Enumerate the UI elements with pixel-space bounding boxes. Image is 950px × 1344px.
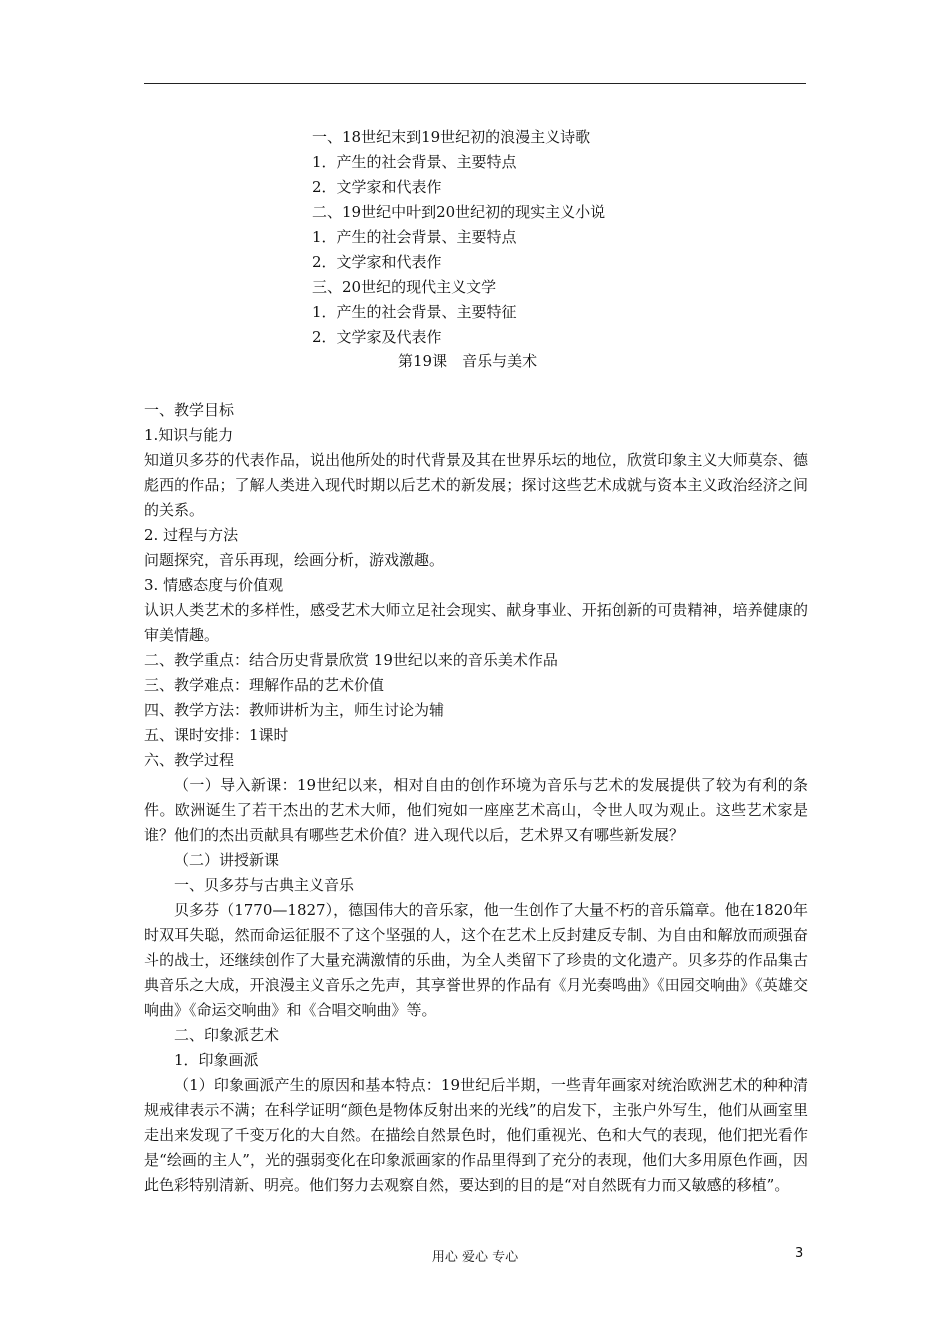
paragraph: 问题探究，音乐再现，绘画分析，游戏激趣。 bbox=[144, 551, 445, 569]
sub-heading: 2. 过程与方法 bbox=[144, 526, 239, 544]
section-heading: 四、教学方法：教师讲析为主，师生讨论为辅 bbox=[144, 701, 445, 719]
section-heading: 三、教学难点：理解作品的艺术价值 bbox=[144, 676, 385, 694]
paragraph: （1）印象画派产生的原因和基本特点：19世纪后半期，一些青年画家对统治欧洲艺术的种种清规戒律表示不满；在科学证明“颜色是物体反射出来的光线”的启发下，主张户外写生，他们从画室里走出来发现了千变万化的大自然。在描绘自然景色时，他们重视光、色和大气的表现，他们把光看作是“绘画的主人”，光的强弱变化在印象派画家的作品里得到了充分的表现，他们大多用原色作画，因此色彩特别清新、明亮。他们努力去观察自然，要达到的目的是“对自然既有力而又敏感的移植”。 bbox=[144, 1076, 808, 1194]
paragraph: 贝多芬（1770—1827），德国伟大的音乐家，他一生创作了大量不朽的音乐篇章。他在1820年时双耳失聪，然而命运征服不了这个坚强的人，这个在艺术上反封建反专制、为自由和解放而顽强奋斗的战士，还继续创作了大量充满激情的乐曲，为全人类留下了珍贵的文化遗产。贝多芬的作品集古典音乐之大成，开浪漫主义音乐之先声，其享誉世界的作品有《月光奏鸣曲》《田园交响曲》《英雄交响曲》《命运交响曲》和《合唱交响曲》等。 bbox=[144, 901, 808, 1019]
outline-line: 1．产生的社会背景、主要特征 bbox=[312, 303, 517, 321]
sub-heading: 1.知识与能力 bbox=[144, 426, 234, 444]
chapter-outline bbox=[312, 125, 732, 350]
outline-line: 二、19世纪中叶到20世纪初的现实主义小说 bbox=[312, 203, 606, 221]
outline-line: 2．文学家和代表作 bbox=[312, 178, 442, 196]
outline-line: 2．文学家及代表作 bbox=[312, 328, 442, 346]
page-number: 3 bbox=[795, 1246, 804, 1261]
sub-heading: （二）讲授新课 bbox=[174, 851, 280, 869]
outline-line: 2．文学家和代表作 bbox=[312, 253, 442, 271]
sub-heading: 3. 情感态度与价值观 bbox=[144, 576, 284, 594]
page-footer: 用心 爱心 专心 bbox=[431, 1250, 519, 1265]
lesson-title: 第19课 音乐与美术 bbox=[398, 352, 538, 370]
outline-line: 一、18世纪末到19世纪初的浪漫主义诗歌 bbox=[312, 128, 591, 146]
sub-heading: 二、印象派艺术 bbox=[174, 1026, 280, 1044]
section-heading: 五、课时安排：1课时 bbox=[144, 726, 289, 744]
sub-heading: 一、贝多芬与古典主义音乐 bbox=[174, 876, 355, 894]
paragraph: （一）导入新课：19世纪以来，相对自由的创作环境为音乐与艺术的发展提供了较为有利的条件。欧洲诞生了若干杰出的艺术大师，他们宛如一座座艺术高山，令世人叹为观止。这些艺术家是谁？他们的杰出贡献具有哪些艺术价值？进入现代以后，艺术界又有哪些新发展？ bbox=[144, 776, 808, 844]
section-heading: 六、教学过程 bbox=[144, 751, 235, 769]
lesson-body bbox=[144, 398, 808, 1198]
paragraph: 知道贝多芬的代表作品，说出他所处的时代背景及其在世界乐坛的地位，欣赏印象主义大师莫奈、德彪西的作品；了解人类进入现代时期以后艺术的新发展；探讨这些艺术成就与资本主义政治经济之间的关系。 bbox=[144, 451, 808, 519]
header-rule bbox=[144, 83, 806, 84]
outline-line: 1．产生的社会背景、主要特点 bbox=[312, 153, 517, 171]
sub-heading: 1．印象画派 bbox=[174, 1051, 259, 1069]
paragraph: 认识人类艺术的多样性，感受艺术大师立足社会现实、献身事业、开拓创新的可贵精神，培养健康的审美情趣。 bbox=[144, 601, 808, 644]
outline-line: 三、20世纪的现代主义文学 bbox=[312, 278, 497, 296]
outline-line: 1．产生的社会背景、主要特点 bbox=[312, 228, 517, 246]
section-heading: 二、教学重点：结合历史背景欣赏 19世纪以来的音乐美术作品 bbox=[144, 651, 558, 669]
section-heading: 一、教学目标 bbox=[144, 401, 235, 419]
